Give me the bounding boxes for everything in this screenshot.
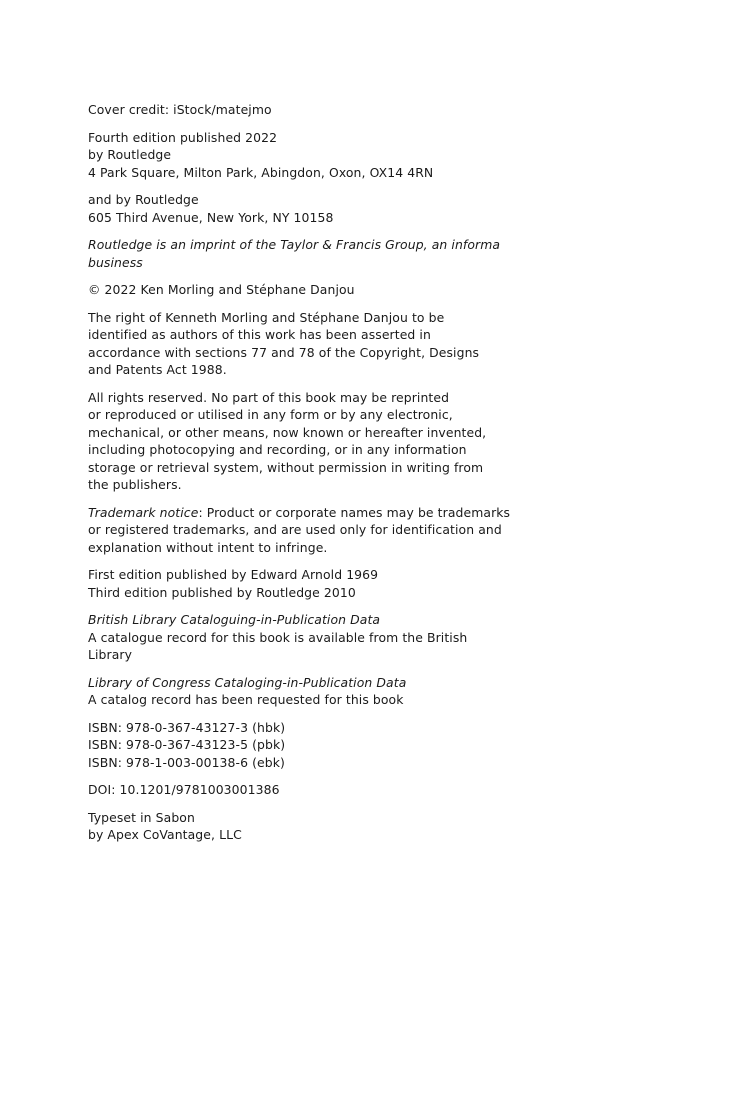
paragraph-line: storage or retrieval system, without permission in writing from [88,459,484,475]
paragraph-line: accordance with sections 77 and 78 of the Copyright, Designs [88,344,480,360]
imprint-line: business [88,254,143,270]
library-of-congress-cip [88,674,528,709]
trademark-first-line [88,504,528,522]
british-library-cip [88,611,528,664]
paragraph-line: mechanical, or other means, now known or hereafter invented, [88,424,487,440]
rights-reserved-statement [88,389,528,494]
paragraph-line: Library [88,647,133,662]
paragraph-line: The right of Kenneth Morling and Stéphane Danjou to be [88,309,445,325]
paragraph-line: or reproduced or utilised in any form or by any electronic, [88,407,453,422]
isbn-list [88,719,528,772]
paragraph-line: or registered trademarks, and are used only for identification and [88,522,502,537]
paragraph-line: including photocopying and recording, or in any information [88,442,467,457]
typeset-credit [88,809,528,844]
doi-text: DOI: 10.1201/9781003001386 [88,782,280,797]
isbn-hbk: ISBN: 978-0-367-43127-3 (hbk) [88,719,286,735]
paragraph-line: A catalogue record for this book is available from the British [88,629,468,645]
imprint-line: Routledge is an imprint of the Taylor & Francis Group, an informa [88,237,501,252]
edition-publisher [88,129,528,182]
paragraph-line: A catalog record has been requested for this book [88,692,404,707]
paragraph-line: explanation without intent to infringe. [88,539,328,555]
third-edition-line: Third edition published by Routledge 2010 [88,584,356,600]
edition-history [88,566,528,601]
us-publisher-name: and by Routledge [88,192,199,207]
trademark-label: Trademark notice [88,504,199,520]
loc-cip-heading: Library of Congress Cataloging-in-Publication Data [88,674,407,690]
first-edition-line: First edition published by Edward Arnold 1969 [88,567,379,582]
copyright-text: © 2022 Ken Morling and Stéphane Danjou [88,282,355,297]
us-address: 605 Third Avenue, New York, NY 10158 [88,209,334,225]
isbn-pbk: ISBN: 978-0-367-43123-5 (pbk) [88,737,286,752]
bl-cip-heading: British Library Cataloguing-in-Publication Data [88,612,381,627]
paragraph-line: All rights reserved. No part of this book may be reprinted [88,389,450,405]
typesetter-line: by Apex CoVantage, LLC [88,827,242,842]
isbn-ebk: ISBN: 978-1-003-00138-6 (ebk) [88,754,285,770]
uk-address: 4 Park Square, Milton Park, Abingdon, Oxon, OX14 4RN [88,164,434,180]
paragraph-line: identified as authors of this work has been asserted in [88,327,431,342]
doi [88,781,528,799]
copyright-notice [88,281,528,299]
imprint-statement [88,236,528,271]
cover-credit [88,101,528,119]
typeset-line: Typeset in Sabon [88,809,195,825]
copyright-page [88,101,528,854]
trademark-notice [88,504,528,557]
moral-rights-statement [88,309,528,379]
paragraph-line: the publishers. [88,477,182,492]
paragraph-line: and Patents Act 1988. [88,362,227,377]
cover-credit-text: Cover credit: iStock/matejmo [88,102,272,117]
us-publisher [88,191,528,226]
trademark-text: : Product or corporate names may be trademarks [198,504,511,520]
edition-line: Fourth edition published 2022 [88,129,278,145]
publisher-name: by Routledge [88,147,172,162]
